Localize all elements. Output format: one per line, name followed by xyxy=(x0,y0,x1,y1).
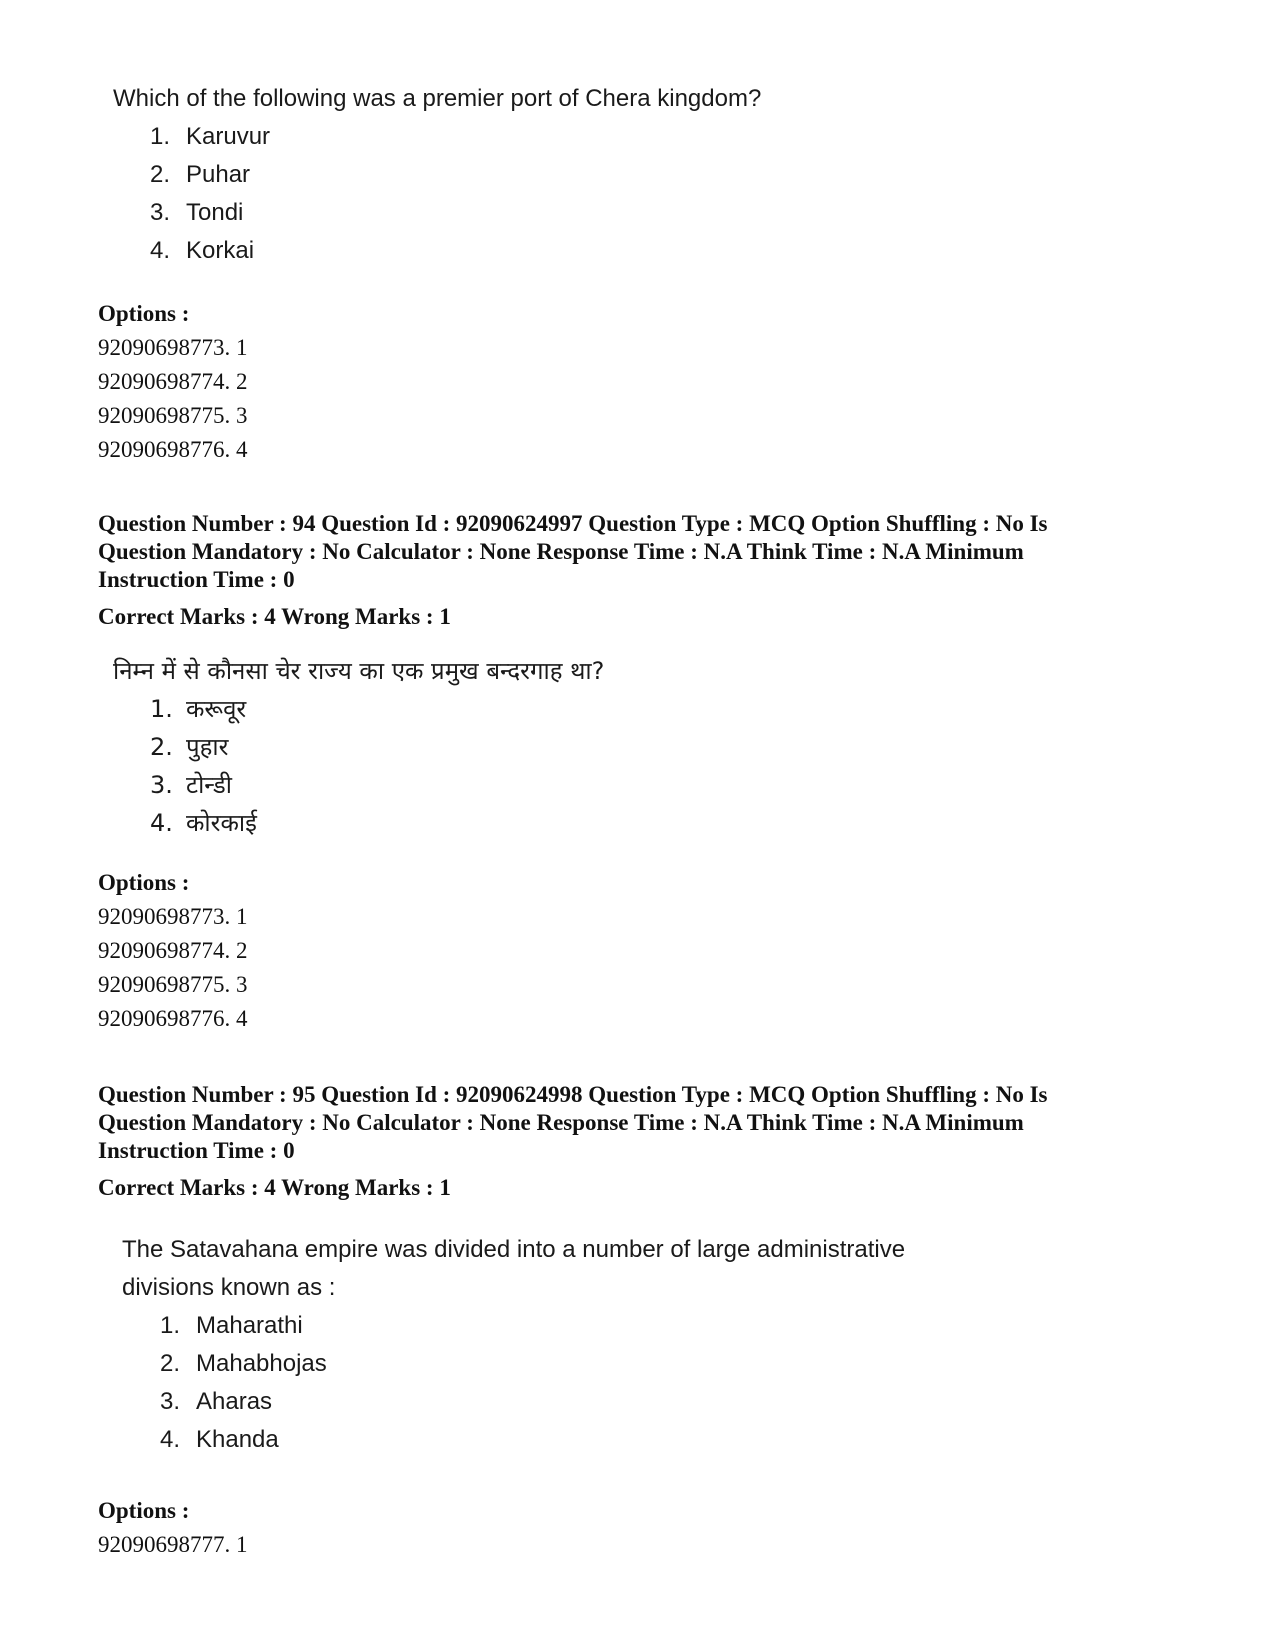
choice-list xyxy=(150,690,257,842)
option-id: 92090698777. 1 xyxy=(98,1532,248,1557)
option-id: 92090698774. 2 xyxy=(98,938,248,963)
choice-item: 2. Mahabhojas xyxy=(160,1350,327,1377)
choice-item: 3. Aharas xyxy=(160,1388,273,1415)
question-text: निम्न में से कौनसा चेर राज्य का एक प्रमुख बन्दरगाह था? xyxy=(113,657,605,685)
options-label: Options : xyxy=(98,1498,190,1523)
choice-item: 1. Karuvur xyxy=(150,123,271,150)
choice-list xyxy=(150,118,270,270)
question-meta: Question Number : 94 Question Id : 92090624997 Question Type : MCQ Option Shuffling : No Is Question Mandatory : No Calculator : None Response Time : N.A Think Time : N.A Minimum Instruction Time : 0 xyxy=(98,511,1048,592)
option-id: 92090698774. 2 xyxy=(98,369,248,394)
options-label: Options : xyxy=(98,870,190,895)
option-id: 92090698775. 3 xyxy=(98,972,248,997)
question-text-line-1: The Satavahana empire was divided into a number of large administrative xyxy=(122,1236,906,1263)
options-label: Options : xyxy=(98,301,190,326)
choice-list xyxy=(160,1307,327,1459)
option-id: 92090698776. 4 xyxy=(98,437,248,462)
choice-item: 4. Korkai xyxy=(150,237,255,264)
option-id: 92090698775. 3 xyxy=(98,403,248,428)
choice-item: 4. कोरकाई xyxy=(150,809,257,837)
option-id: 92090698773. 1 xyxy=(98,904,248,929)
choice-item: 2. पुहार xyxy=(150,733,229,761)
question-text-line-2: divisions known as : xyxy=(122,1274,336,1301)
choice-item: 1. करूवूर xyxy=(150,695,247,723)
choice-item: 4. Khanda xyxy=(160,1426,279,1453)
options-section xyxy=(98,297,248,467)
choice-item: 2. Puhar xyxy=(150,161,251,188)
marks-line: Correct Marks : 4 Wrong Marks : 1 xyxy=(98,1175,451,1200)
choice-item: 3. टोन्डी xyxy=(150,771,232,799)
options-section xyxy=(98,1494,248,1562)
choice-item: 3. Tondi xyxy=(150,199,244,226)
question-meta: Question Number : 95 Question Id : 92090624998 Question Type : MCQ Option Shuffling : No Is Question Mandatory : No Calculator : None Response Time : N.A Think Time : N.A Minimum Instruction Time : 0 xyxy=(98,1082,1048,1163)
question-text: Which of the following was a premier port of Chera kingdom? xyxy=(113,85,762,112)
option-id: 92090698773. 1 xyxy=(98,335,248,360)
marks-line: Correct Marks : 4 Wrong Marks : 1 xyxy=(98,604,451,629)
options-section xyxy=(98,866,248,1036)
choice-item: 1. Maharathi xyxy=(160,1312,303,1339)
option-id: 92090698776. 4 xyxy=(98,1006,248,1031)
